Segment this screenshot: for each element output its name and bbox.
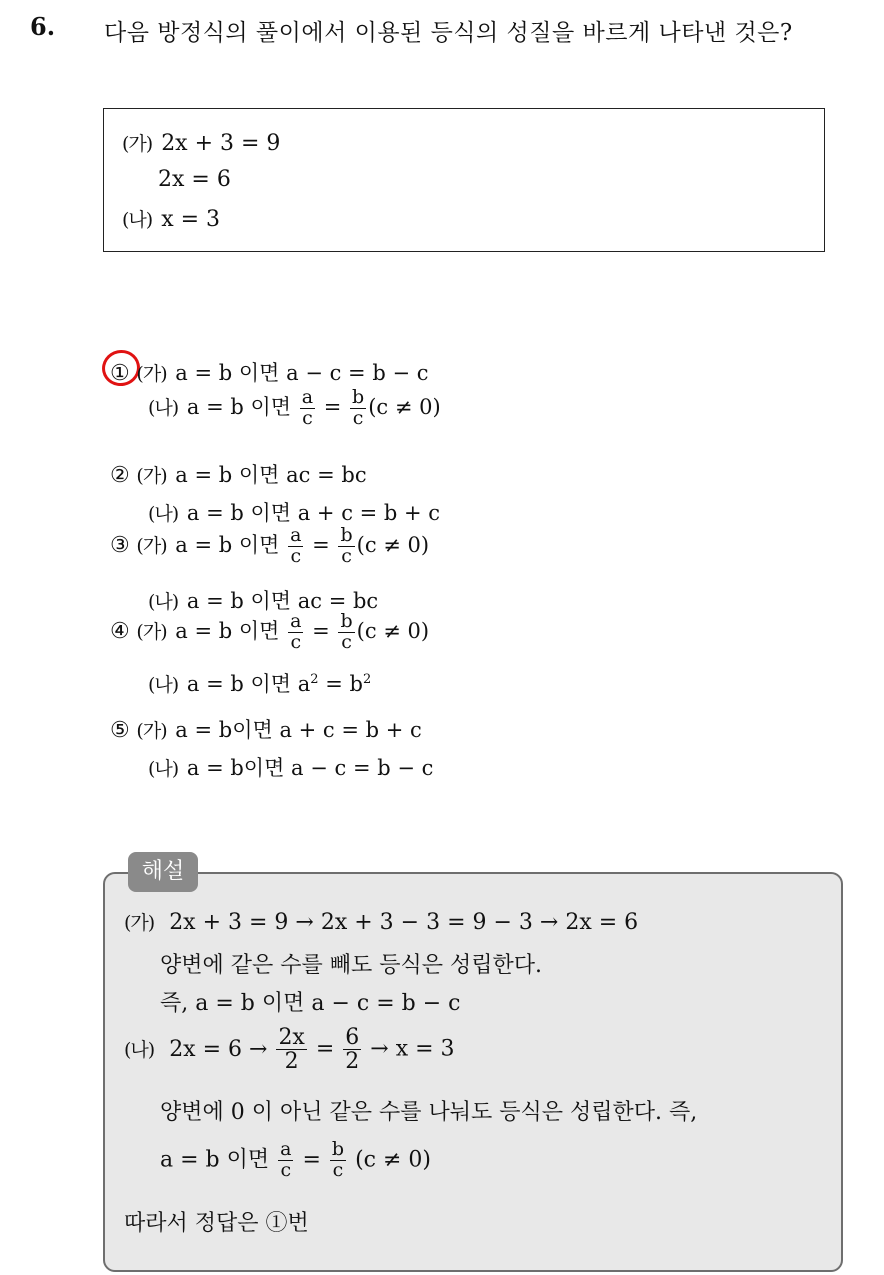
result: ac = bc — [286, 463, 367, 487]
tag-na: (나) — [148, 503, 179, 525]
tag-ga: (가) — [136, 620, 167, 643]
equation-3: x = 3 — [161, 207, 221, 232]
result: ac = bc — [297, 589, 379, 613]
result-squared: $a^2 = b^2$ — [297, 672, 372, 696]
fraction-a-c: $\frac{a}{c}$ — [290, 524, 302, 567]
tag-na: (나) — [148, 758, 179, 780]
tag-ga: (가) — [136, 534, 167, 557]
solution-na-conclusion — [160, 1140, 431, 1181]
result: a − c = b − c — [286, 361, 429, 385]
tag-ga: (가) — [136, 363, 167, 385]
conclusion-equation: a = b 이면 a − c = b − c — [195, 991, 461, 1016]
question-text: 다음 방정식의 풀이에서 이용된 등식의 성질을 바르게 나타낸 것은? — [104, 20, 793, 46]
conclusion-condition: a = b 이면 — [160, 1147, 270, 1173]
condition: a = b 이면 — [186, 394, 292, 419]
solution-na-text: 양변에 0 이 아닌 같은 수를 나눠도 등식은 성립한다. 즉, — [160, 1100, 698, 1125]
condition: a = b이면 — [175, 718, 273, 742]
option-1-na — [148, 388, 441, 429]
problem-line-3 — [122, 205, 220, 232]
tag-na: (나) — [148, 591, 179, 613]
fraction-a-c: $\frac{a}{c}$ — [301, 386, 314, 429]
condition: a = b 이면 — [186, 501, 292, 525]
option-4-na — [148, 668, 371, 698]
condition-nonzero: (c ≠ 0) — [356, 618, 430, 643]
option-2-na — [148, 497, 440, 527]
solution-label: 해설 — [128, 852, 198, 892]
option-number: ④ — [110, 618, 130, 644]
condition: a = b 이면 — [175, 361, 280, 385]
option-number: ③ — [110, 532, 130, 558]
option-1-ga[interactable] — [110, 357, 428, 387]
question-number: 6. — [30, 12, 56, 41]
condition: a = b 이면 — [175, 618, 280, 643]
solution-ga-conclusion — [160, 986, 460, 1017]
tag-na: (나) — [124, 1038, 155, 1061]
result: a + c = b + c — [297, 501, 441, 525]
equals: = — [312, 618, 330, 643]
option-number: ② — [110, 463, 130, 488]
solution-answer: 따라서 정답은 ①번 — [124, 1211, 309, 1236]
fraction-6-2: $\frac{6}{2}$ — [345, 1025, 360, 1075]
equation-1: 2x + 3 = 9 — [161, 131, 281, 156]
fraction-a-c: $\frac{a}{c}$ — [290, 610, 302, 653]
condition-nonzero: (c ≠ 0) — [355, 1147, 431, 1173]
tag-na: (나) — [122, 209, 153, 231]
option-5-ga[interactable] — [110, 714, 422, 744]
condition: a = b이면 — [186, 756, 285, 780]
fraction-2x-2: $\frac{2x}{2}$ — [278, 1025, 305, 1075]
solution-ga-text: 양변에 같은 수를 빼도 등식은 성립한다. — [160, 953, 542, 978]
fraction-b-c: $\frac{b}{c}$ — [340, 610, 353, 653]
fraction-b-c: $\frac{b}{c}$ — [340, 524, 353, 567]
tag-na: (나) — [148, 396, 179, 419]
fraction-b-c: $\frac{b}{c}$ — [352, 386, 365, 429]
condition: a = b 이면 — [175, 463, 280, 487]
option-4-ga[interactable] — [110, 612, 429, 653]
solution-na-chain — [124, 1026, 455, 1073]
option-2-ga[interactable] — [110, 459, 367, 489]
condition: a = b 이면 — [186, 589, 292, 613]
condition-nonzero: (c ≠ 0) — [356, 532, 430, 557]
equals: = — [315, 1036, 335, 1062]
condition: a = b 이면 — [186, 672, 292, 696]
condition: a = b 이면 — [175, 532, 280, 557]
option-5-na — [148, 752, 433, 782]
result: a + c = b + c — [279, 718, 422, 742]
tag-ga: (가) — [122, 133, 153, 155]
tag-ga: (가) — [136, 465, 167, 487]
problem-box — [103, 108, 825, 252]
tag-na: (나) — [148, 674, 179, 696]
na-start: 2x = 6 → — [169, 1036, 268, 1062]
equation-2: 2x = 6 — [158, 167, 231, 192]
equals: = — [302, 1147, 321, 1173]
option-3-ga[interactable] — [110, 526, 429, 567]
fraction-b-c: $\frac{b}{c}$ — [331, 1138, 345, 1181]
problem-line-2 — [158, 167, 231, 192]
solution-ga-chain — [124, 908, 638, 935]
problem-line-1 — [122, 129, 280, 156]
fraction-a-c: $\frac{a}{c}$ — [280, 1138, 292, 1181]
option-number: ① — [110, 361, 130, 386]
equals: = — [312, 532, 330, 557]
na-end: → x = 3 — [370, 1036, 455, 1062]
option-number: ⑤ — [110, 718, 130, 743]
equals: = — [323, 394, 342, 419]
tag-ga: (가) — [136, 720, 167, 742]
result: a − c = b − c — [291, 756, 434, 780]
tag-ga: (가) — [124, 912, 155, 934]
condition-nonzero: (c ≠ 0) — [368, 394, 441, 419]
ga-chain-equation: 2x + 3 = 9 → 2x + 3 − 3 = 9 − 3 → 2x = 6 — [169, 910, 639, 935]
conclusion-prefix: 즉, — [160, 991, 189, 1016]
